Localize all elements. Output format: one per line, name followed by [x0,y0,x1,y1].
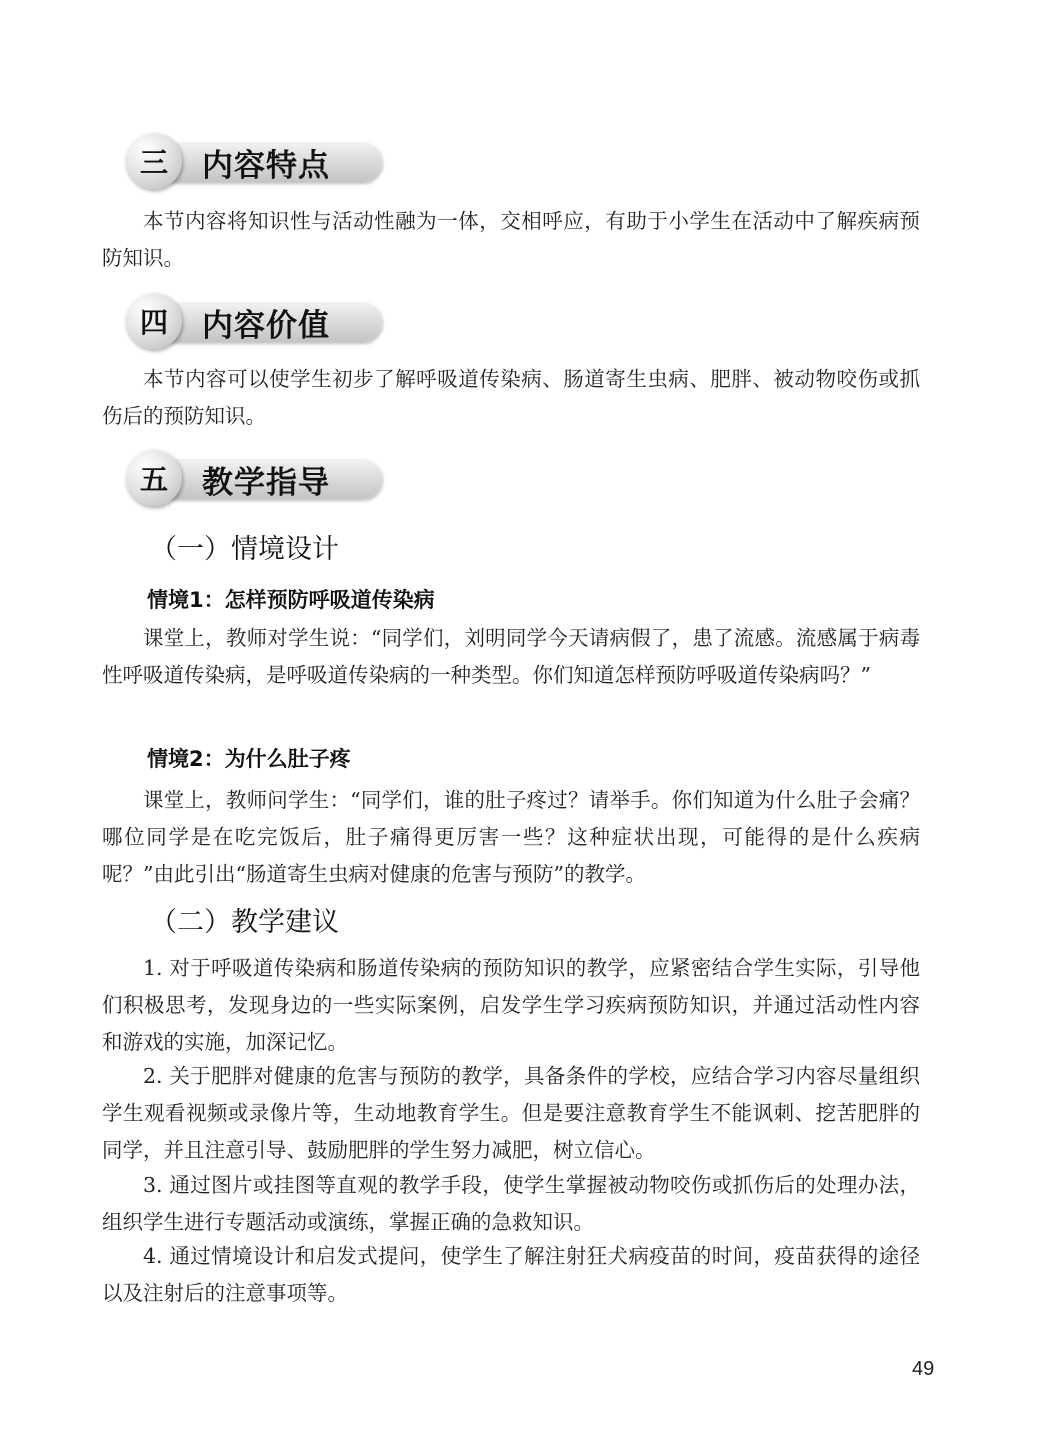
page-number: 49 [912,1358,935,1380]
suggestion-4: 4. 通过情境设计和启发式提问，使学生了解注射狂犬病疫苗的时间，疫苗获得的途径以及注射后的注意事项等。 [102,1244,920,1305]
section-title: 内容价值 [202,308,330,344]
section-title: 教学指导 [202,465,330,501]
scenario-1-title: 情境1：怎样预防呼吸道传染病 [147,588,435,612]
scenario-2-title: 情境2：为什么肚子疼 [147,747,351,771]
suggestion-2: 2. 关于肥胖对健康的危害与预防的教学，具备条件的学校，应结合学习内容尽量组织学生观看视频或录像片等，生动地教育学生。但是要注意教育学生不能讽刺、挖苦肥胖的同学，并且注意引导、鼓励肥胖的学生努力减肥，树立信心。 [102,1064,920,1162]
section-number-badge: 五 [126,450,182,506]
section-title: 内容特点 [202,148,330,184]
suggestion-1: 1. 对于呼吸道传染病和肠道传染病的预防知识的教学，应紧密结合学生实际，引导他们积极思考，发现身边的一些实际案例，启发学生学习疾病预防知识，并通过活动性内容和游戏的实施，加深记忆。 [102,956,920,1054]
suggestion-3: 3. 通过图片或挂图等直观的教学手段，使学生掌握被动物咬伤或抓伤后的处理办法，组织学生进行专题活动或演练，掌握正确的急救知识。 [102,1173,920,1234]
content-value-text: 本节内容可以使学生初步了解呼吸道传染病、肠道寄生虫病、肥胖、被动物咬伤或抓伤后的预防知识。 [102,367,920,428]
section-number-badge: 四 [126,293,182,349]
content-features-text: 本节内容将知识性与活动性融为一体，交相呼应，有助于小学生在活动中了解疾病预防知识。 [102,209,920,270]
subheading-scenario-design: （一）情境设计 [150,534,339,565]
section-number-badge: 三 [126,133,182,189]
subheading-teaching-suggestions: （二）教学建议 [150,907,339,938]
scenario-1-text: 课堂上，教师对学生说：“同学们，刘明同学今天请病假了，患了流感。流感属于病毒性呼吸道传染病，是呼吸道传染病的一种类型。你们知道怎样预防呼吸道传染病吗？” [102,626,920,687]
section-header-3 [126,133,384,189]
section-header-5 [126,450,384,506]
scenario-2-text: 课堂上，教师问学生：“同学们，谁的肚子疼过？请举手。你们知道为什么肚子会痛？哪位同学是在吃完饭后，肚子痛得更厉害一些？这种症状出现，可能得的是什么疾病呢？”由此引出“肠道寄生虫病对健康的危害与预防”的教学。 [102,788,920,886]
section-header-4 [126,293,384,349]
